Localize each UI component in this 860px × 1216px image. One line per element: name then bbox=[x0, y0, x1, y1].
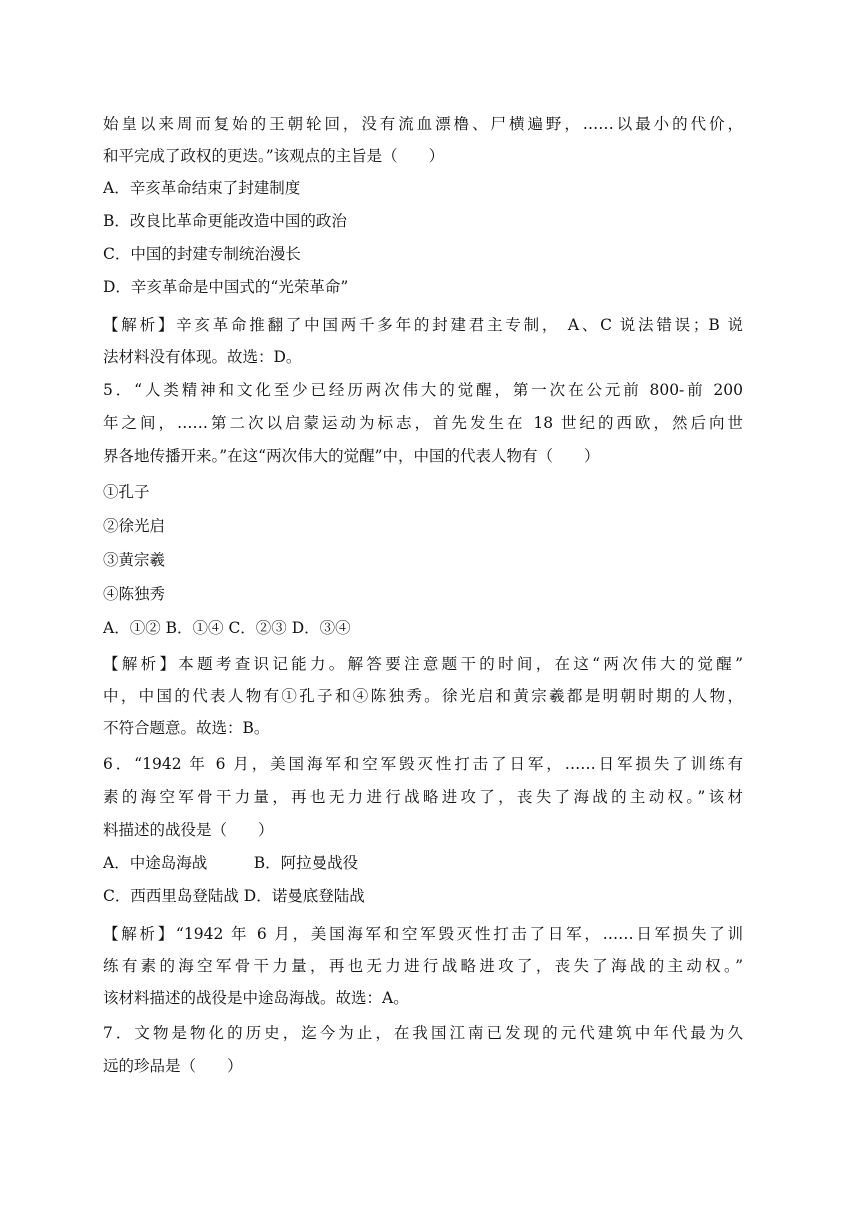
q4-option-b: B．改良比革命更能改造中国的政治 bbox=[103, 212, 347, 230]
q6-stem-line-3: 料描述的战役是（ ） bbox=[103, 821, 274, 839]
q5-stem-line-3: 界各地传播开来。”在这“两次伟大的觉醒”中，中国的代表人物有（ ） bbox=[103, 447, 600, 465]
q4-analysis-line-2: 法材料没有体现。故选：D。 bbox=[103, 348, 302, 366]
q6-analysis-line-2: 练有素的海空军骨干力量，再也无力进行战略进攻了，丧失了海战的主动权。” bbox=[103, 957, 743, 975]
q6-stem-line-2: 素的海空军骨干力量，再也无力进行战略进攻了，丧失了海战的主动权。”该材 bbox=[103, 788, 743, 806]
q4-option-a: A．辛亥革命结束了封建制度 bbox=[103, 179, 301, 197]
q5-options: A．①② B．①④ C．②③ D．③④ bbox=[103, 619, 351, 637]
q6-analysis-line-3: 该材料描述的战役是中途岛海战。故选：A。 bbox=[103, 989, 409, 1007]
q4-option-c: C．中国的封建专制统治漫长 bbox=[103, 245, 301, 263]
q5-item-1: ①孔子 bbox=[103, 483, 150, 501]
q6-options-line-2: C．西西里岛登陆战 D．诺曼底登陆战 bbox=[103, 887, 365, 905]
q6-stem-line-1: 6．“1942 年 6 月，美国海军和空军毁灭性打击了日军，……日军损失了训练有 bbox=[103, 755, 743, 773]
q5-item-3: ③黄宗羲 bbox=[103, 551, 166, 569]
q4-stem-line-1: 始皇以来周而复始的王朝轮回，没有流血漂橹、尸横遍野，……以最小的代价， bbox=[103, 115, 743, 133]
q5-item-2: ②徐光启 bbox=[103, 517, 166, 535]
q4-option-d: D．辛亥革命是中国式的“光荣革命” bbox=[103, 278, 349, 296]
q5-stem-line-1: 5．“人类精神和文化至少已经历两次伟大的觉醒，第一次在公元前 800-前 200 bbox=[103, 381, 743, 399]
q4-analysis-line-1: 【解析】辛亥革命推翻了中国两千多年的封建君主专制， A、C 说法错误；B 说 bbox=[103, 316, 743, 334]
q7-stem-line-1: 7．文物是物化的历史，迄今为止，在我国江南已发现的元代建筑中年代最为久 bbox=[103, 1024, 743, 1042]
q5-analysis-line-1: 【解析】本题考查识记能力。解答要注意题干的时间，在这“两次伟大的觉醒” bbox=[103, 655, 743, 673]
q5-item-4: ④陈独秀 bbox=[103, 585, 166, 603]
q5-analysis-line-3: 不符合题意。故选：B。 bbox=[103, 719, 270, 737]
q6-analysis-line-1: 【解析】“1942 年 6 月，美国海军和空军毁灭性打击了日军，……日军损失了训 bbox=[103, 925, 743, 943]
q5-analysis-line-2: 中，中国的代表人物有①孔子和④陈独秀。徐光启和黄宗羲都是明朝时期的人物， bbox=[103, 687, 743, 705]
q4-stem-line-2: 和平完成了政权的更迭。”该观点的主旨是（ ） bbox=[103, 147, 445, 165]
q5-stem-line-2: 年之间，……第二次以启蒙运动为标志，首先发生在 18 世纪的西欧，然后向世 bbox=[103, 414, 743, 432]
q6-options-line-1: A．中途岛海战 B．阿拉曼战役 bbox=[103, 854, 359, 872]
q7-stem-line-2: 远的珍品是（ ） bbox=[103, 1057, 243, 1075]
